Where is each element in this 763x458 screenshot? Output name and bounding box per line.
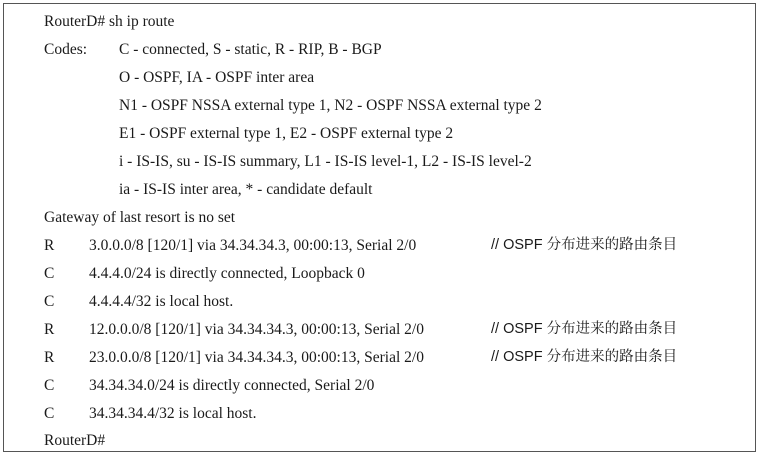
route-comment: // OSPF 分布进来的路由条目: [491, 321, 678, 337]
route-entry: 23.0.0.0/8 [120/1] via 34.34.34.3, 00:00:13, Serial 2/0: [89, 349, 424, 366]
route-code: R: [44, 237, 55, 254]
route-entry: 4.4.4.0/24 is directly connected, Loopback 0: [89, 265, 365, 282]
route-code: C: [44, 405, 55, 422]
gateway-line: Gateway of last resort is no set: [44, 209, 236, 226]
code-legend-line: i - IS-IS, su - IS-IS summary, L1 - IS-IS level-1, L2 - IS-IS level-2: [119, 153, 532, 170]
command-line: RouterD# sh ip route: [44, 13, 175, 30]
route-comment: // OSPF 分布进来的路由条目: [491, 349, 678, 365]
code-legend-line: E1 - OSPF external type 1, E2 - OSPF external type 2: [119, 125, 454, 142]
route-code: C: [44, 265, 55, 282]
route-entry: 12.0.0.0/8 [120/1] via 34.34.34.3, 00:00:13, Serial 2/0: [89, 321, 424, 338]
code-legend-line: O - OSPF, IA - OSPF inter area: [119, 69, 315, 86]
route-entry: 34.34.34.4/32 is local host.: [89, 405, 257, 422]
route-code: R: [44, 321, 55, 338]
route-code: R: [44, 349, 55, 366]
code-legend-line: N1 - OSPF NSSA external type 1, N2 - OSPF NSSA external type 2: [119, 97, 542, 114]
terminal-output: [3, 3, 756, 452]
route-entry: 3.0.0.0/8 [120/1] via 34.34.34.3, 00:00:13, Serial 2/0: [89, 237, 417, 254]
codes-label: Codes:: [44, 41, 88, 58]
code-legend-line: C - connected, S - static, R - RIP, B - BGP: [119, 41, 382, 58]
route-code: C: [44, 377, 55, 394]
route-entry: 34.34.34.0/24 is directly connected, Serial 2/0: [89, 377, 375, 394]
route-entry: 4.4.4.4/32 is local host.: [89, 293, 234, 310]
final-prompt: RouterD#: [44, 432, 106, 449]
code-legend-line: ia - IS-IS inter area, * - candidate default: [119, 181, 373, 198]
route-comment: // OSPF 分布进来的路由条目: [491, 237, 678, 253]
route-code: C: [44, 293, 55, 310]
